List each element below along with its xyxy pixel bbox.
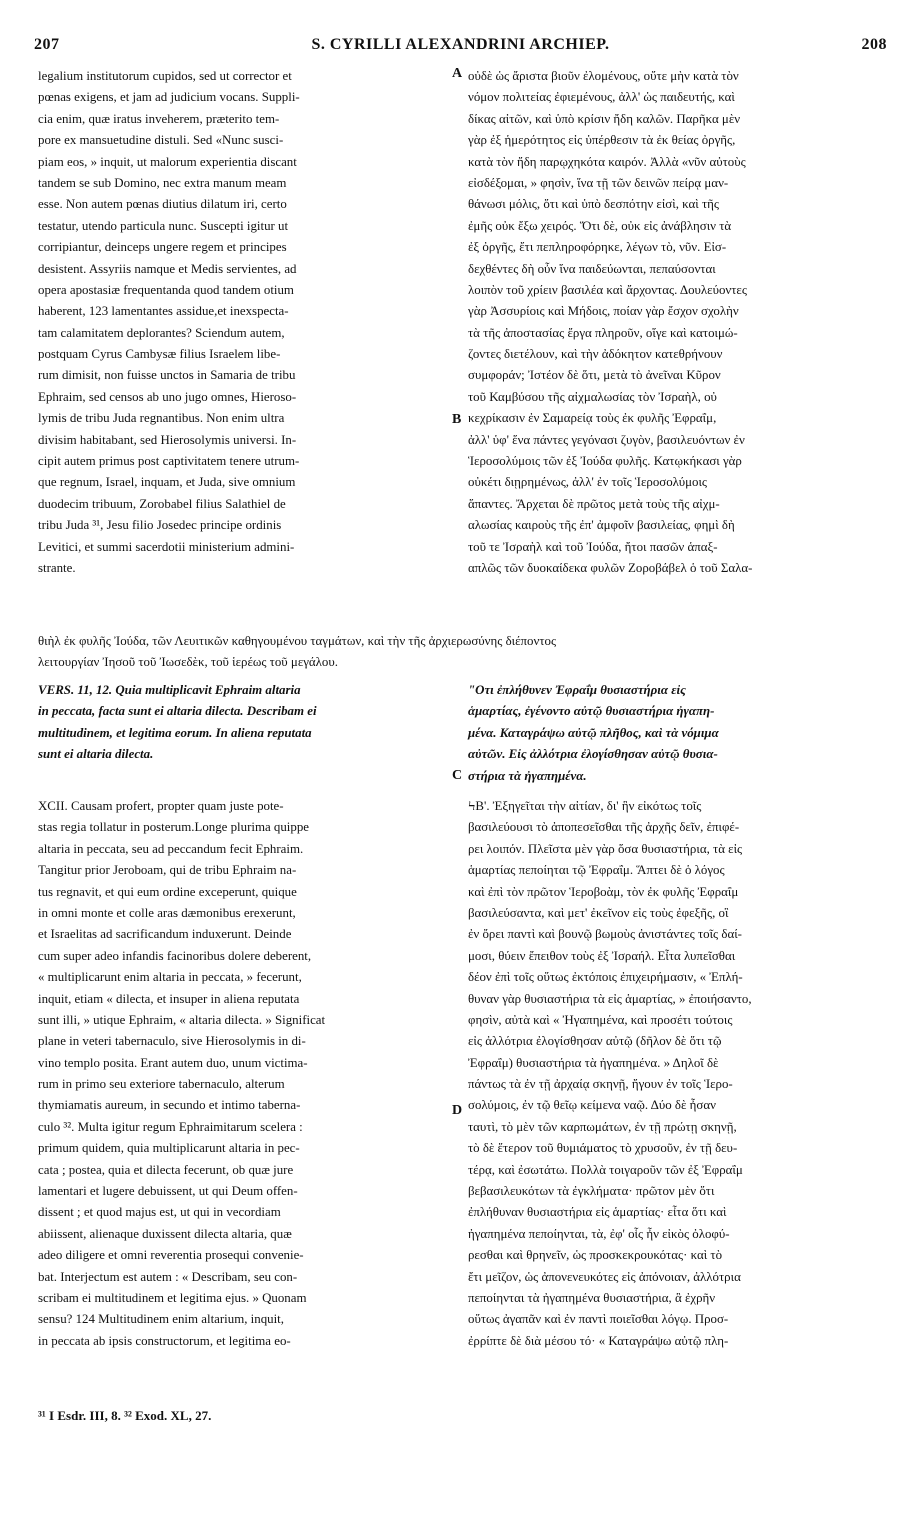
text-line: βεβασιλευκότων τὰ ἐγκλήματα· πρῶτον μὲν ὅτι <box>468 1184 715 1199</box>
verse-line: multitudinem, et legitima eorum. In aliena reputata <box>38 725 312 740</box>
page-number-left: 207 <box>34 36 60 53</box>
text-line: νόμον πολιτείας ἐφιεμένους, ἀλλ' ὡς παιδευτής, καὶ <box>468 90 735 105</box>
text-line: corripiantur, deinceps ungere regem et principes <box>38 240 287 255</box>
text-line: thymiamatis aureum, in secundo et intimo taberna- <box>38 1098 301 1113</box>
text-line: Ἱεροσολύμοις τῶν ἐξ Ἰούδα φυλῆς. Κατῳκήκασι γὰρ <box>468 454 742 469</box>
full-width-lines <box>38 631 898 674</box>
text-line: φησὶν, αὐτὰ καὶ « Ἠγαπημένα, καὶ προσέτι τούτοις <box>468 1012 733 1027</box>
running-title: S. CYRILLI ALEXANDRINI ARCHIEP. <box>311 36 610 53</box>
text-line: ἠγαπημένα πεποίηνται, τὰ, ἐφ' οἷς ἦν εἰκὸς ὀλοφύ- <box>468 1226 730 1241</box>
text-line: τοῦ τε Ἰσραὴλ καὶ τοῦ Ἰούδα, ἤτοι πασῶν ἁπαξ- <box>468 539 718 554</box>
text-line: σολύμοις, ἐν τῷ θεῖῳ κείμενα ναῷ. Δύο δὲ ἦσαν <box>468 1098 716 1113</box>
text-line: et Israelitas ad sacrificandum induxerunt. Deinde <box>38 927 292 942</box>
text-line: legalium institutorum cupidos, sed ut corrector et <box>38 69 292 83</box>
verse-line: sunt ei altaria dilecta. <box>38 747 154 762</box>
text-line: λοιπὸν τοῦ χρίειν βασιλέα καὶ ἄρχοντας. Δουλεύοντες <box>468 282 747 297</box>
text-line: pore ex mansuetudine distuli. Sed «Nunc susci- <box>38 133 284 148</box>
text-line: οὐκέτι διῃρημένως, ἀλλ' ἐν τοῖς Ἱεροσολύμοις <box>468 475 708 490</box>
text-line: strante. <box>38 560 76 575</box>
footnotes: ³¹ I Esdr. III, 8. ³² Exod. XL, 27. <box>38 1408 212 1423</box>
text-line: in omni monte et colle aras dæmonibus erexerunt, <box>38 905 296 920</box>
verse-greek <box>468 680 898 787</box>
text-line: cum super adeo infandis facinoribus dolere deberent, <box>38 948 312 963</box>
text-line: lamentari et lugere debuissent, ut qui Deum offen- <box>38 1184 298 1199</box>
text-line: Ephraim, sed censos ab uno jugo omnes, Hieroso- <box>38 389 297 404</box>
text-line: tus regnavit, et qui eum ordine exceperunt, quique <box>38 884 297 899</box>
text-line: γὰρ ἐξ ἡμερότητος εἰς ὑπέρθεσιν τὰ ἐκ θείας ὀργῆς, <box>468 133 736 148</box>
text-line: esse. Non autem pœnas diutius dilatum iri, certo <box>38 197 287 212</box>
text-line: τοῦ Καμβύσου τῆς αἰχμαλωσίας τὸν Ἰσραὴλ, οὐ <box>468 389 717 404</box>
verse-line: αὐτῶν. Εἰς ἀλλότρια ἐλογίσθησαν αὐτῷ θυσια- <box>468 747 718 762</box>
text-line: γὰρ Ἀσσυρίοις καὶ Μήδοις, ποίαν γὰρ ἔσχον σχολὴν <box>468 304 739 319</box>
text-line: απλῶς τῶν δυοκαίδεκα φυλῶν Ζοροβάβελ ὁ τοῦ Σαλα- <box>468 560 753 575</box>
verse-line: ἁμαρτίας, ἐγένοντο αὐτῷ θυσιαστήρια ἠγαπη- <box>468 704 715 719</box>
text-line: θυναν γὰρ θυσιαστήρια τὰ εἰς ἁμαρτίας, » ἐποιήσαντο, <box>468 991 752 1006</box>
margin-letter-d: D <box>452 1103 463 1118</box>
text-line: Ἐφραΐμ) θυσιαστήρια τὰ ἠγαπημένα. » Δηλοῖ δὲ <box>468 1055 719 1070</box>
text-line: μοσι, θύειν ἔπειθον τοὺς ἐξ Ἰσραήλ. Εἶτα λυπεῖσθαι <box>468 948 736 963</box>
text-line: ρεσθαι καὶ θρηνεῖν, ὡς προσκεκρουκότας· καὶ τὸ <box>468 1248 723 1263</box>
text-line: οὐδὲ ὡς ἄριστα βιοῦν ἐλομένους, οὔτε μὴν κατὰ τὸν <box>468 69 739 83</box>
text-line: divisim habitabant, sed Hierosolymis universi. In- <box>38 432 297 447</box>
text-line: rum dimisit, non fuisse unctos in Samaria de tribu <box>38 368 296 383</box>
text-line: in peccata ab ipsis constructorum, et legitima eo- <box>38 1333 291 1348</box>
text-line: ϞΒ'. Ἐξηγεῖται τὴν αἰτίαν, δι' ἣν εἰκότως τοῖς <box>468 799 702 813</box>
margin-letter-b: B <box>452 412 462 427</box>
text-line: Levitici, et summi sacerdotii ministerium admini- <box>38 539 295 554</box>
latin-column-1 <box>38 66 450 579</box>
text-line: dissent ; et quod majus est, ut qui in vecordiam <box>38 1205 281 1220</box>
text-line: ζοντες διετέλουν, καὶ τὴν ἀδόκητον κατεθρήνουν <box>468 347 723 362</box>
greek-column-1 <box>468 66 898 579</box>
text-line: plane in veteri tabernaculo, sive Hierosolymis in di- <box>38 1034 306 1049</box>
text-line: vino templo posita. Erant autem duo, unum victima- <box>38 1055 308 1070</box>
margin-letter-a: A <box>452 66 463 81</box>
text-line: desistent. Assyriis namque et Medis servientes, ad <box>38 261 297 276</box>
text-line: πάντως τὰ ἐν τῇ ἀρχαίᾳ σκηνῇ, ἤγουν ἐν τοῖς Ἱερο- <box>468 1077 733 1092</box>
text-line: ἐν ὄρει παντὶ καὶ βουνῷ βωμοὺς ἀνιστάντες τοῖς δαί- <box>468 927 742 942</box>
text-line: tribu Juda ³¹, Jesu filio Josedec principe ordinis <box>38 518 282 533</box>
text-line: XCII. Causam profert, propter quam juste pote- <box>38 799 284 813</box>
text-line: ρει λοιπόν. Πλεῖστα μὲν γὰρ ὅσα θυσιαστήρια, τὰ εἰς <box>468 841 743 856</box>
text-line: duodecim tribuum, Zorobabel filius Salathiel de <box>38 496 286 511</box>
text-line: λειτουργίαν Ἰησοῦ τοῦ Ἰωσεδὲκ, τοῦ ἱερέως τοῦ μεγάλου. <box>38 655 338 670</box>
verse-line: VERS. 11, 12. Quia multiplicavit Ephraim altaria <box>38 683 301 697</box>
text-line: abiissent, alienaque duxissent dilecta altaria, quæ <box>38 1226 292 1241</box>
text-line: βασιλεύσαντα, καὶ μετ' ἐκεῖνον εἰς τοὺς ἐφεξῆς, οἳ <box>468 905 729 920</box>
text-line: κατὰ τὸν ἤδη παρῳχηκότα καιρόν. Ἀλλὰ «νῦν αὐτοὺς <box>468 154 746 169</box>
text-line: Tangitur prior Jeroboam, qui de tribu Ephraim na- <box>38 863 297 878</box>
text-line: δέον ἐπὶ τοῖς οὕτως ἐκτόποις ἐπιχειρήμασιν, « Ἐπλή- <box>468 970 743 985</box>
text-line: testatur, utendo particula nunc. Suscepti igitur ut <box>38 218 289 233</box>
text-line: κεχρίκασιν ἐν Σαμαρείᾳ τοὺς ἐκ φυλῆς Ἐφραΐμ, <box>468 411 717 426</box>
page-header <box>34 36 887 62</box>
text-line: cia enim, quæ iratus inveherem, præterito tem- <box>38 111 280 126</box>
text-line: ἐμῆς οὐκ ἔξω χειρός. Ὅτι δὲ, οὐκ εἰς ἀνάβλησιν τὰ <box>468 218 732 233</box>
text-line: pœnas exigens, et jam ad judicium vocans. Suppli- <box>38 90 300 105</box>
text-line: πεποίηνται τὰ ἠγαπημένα θυσιαστήρια, ἃ ἐχρῆν <box>468 1290 716 1305</box>
text-line: ἅπαντες. Ἄρχεται δὲ πρῶτος μετὰ τοὺς τῆς αἰχμ- <box>468 496 720 511</box>
text-line: altaria in peccata, seu ad peccandum fecit Ephraim. <box>38 841 304 856</box>
text-line: ἁμαρτίας πεποίηται τῷ Ἐφραΐμ. Ἅπτει δὲ ὁ λόγος <box>468 863 725 878</box>
latin-column-2 <box>38 796 450 1352</box>
text-line: postquam Cyrus Cambysæ filius Israelem libe- <box>38 347 281 362</box>
verse-line: στήρια τὰ ἠγαπημένα. <box>468 768 587 783</box>
margin-letter-c: C <box>452 768 463 783</box>
text-line: stas regia tollatur in posterum.Longe plurima quippe <box>38 820 309 835</box>
text-line: τέρᾳ, καὶ ἐσωτάτω. Πολλὰ τοιγαροῦν τῶν ἐξ Ἐφραΐμ <box>468 1162 743 1177</box>
page-number-right: 208 <box>861 36 887 53</box>
text-line: culo ³². Multa igitur regum Ephraimitarum scelera : <box>38 1119 303 1134</box>
text-line: εἰς ἀλλότρια ἐλογίσθησαν αὐτῷ (δῆλον δὲ ὅτι τῷ <box>468 1034 722 1049</box>
text-line: cata ; postea, quia et dilecta fecerunt, ob quæ jure <box>38 1162 294 1177</box>
text-line: que regnum, Israel, inquam, et Juda, sive omnium <box>38 475 296 490</box>
text-line: οὕτως ἀγαπᾶν καὶ ἐν παντὶ ποιεῖσθαι λόγῳ. Προσ- <box>468 1312 729 1327</box>
text-line: αλωσίας καιροὺς τῆς ἐπ' ἀμφοῖν βασιλείας, φημὶ δὴ <box>468 518 735 533</box>
text-line: τὰ τῆς ἀποστασίας ἔργα πληροῦν, οἵγε καὶ κατοιμώ- <box>468 325 738 340</box>
text-line: καὶ ἐπὶ τὸν πρῶτον Ἱεροβοὰμ, τὸν ἐκ φυλῆς Ἐφραΐμ <box>468 884 739 899</box>
text-line: τὸ δὲ ἕτερον τοῦ θυμιάματος τὸ χρυσοῦν, ἐν τῇ δευ- <box>468 1141 738 1156</box>
verse-line: in peccata, facta sunt ei altaria dilecta. Describam ei <box>38 704 317 719</box>
text-line: ἐπλήθυναν θυσιαστήρια εἰς ἁμαρτίας· εἶτα ὅτι καὶ <box>468 1205 727 1220</box>
text-line: συμφοράν; Ἰστέον δὲ ὅτι, μετὰ τὸ ἀνεῖναι Κῦρον <box>468 368 721 383</box>
text-line: primum quidem, quia multiplicarunt altaria in pec- <box>38 1141 300 1156</box>
text-line: θάνωσι μόλις, ὅτι καὶ ὑπὸ δεσπότην εἰσὶ, καὶ τῆς <box>468 197 720 212</box>
text-line: θιὴλ ἐκ φυλῆς Ἰούδα, τῶν Λευιτικῶν καθηγουμένου ταγμάτων, καὶ τὴν τῆς ἀρχιερωσύνης διέποντος <box>38 634 557 648</box>
text-line: opera apostasiæ frequentanda quod tandem otium <box>38 282 294 297</box>
text-line: « multiplicarunt enim altaria in peccata, » fecerunt, <box>38 970 302 985</box>
text-line: βασιλεύουσι τὸ ἀποπεσεῖσθαι τῆς ἀρχῆς δεῖν, ἐπιφέ- <box>468 820 740 835</box>
text-line: εἰσδέξομαι, » φησὶν, ἵνα τῇ τῶν δεινῶν πείρᾳ μαν- <box>468 175 729 190</box>
text-line: cipit autem primus post captivitatem tenere utrum- <box>38 454 300 469</box>
text-line: bat. Interjectum est autem : « Describam, seu con- <box>38 1269 298 1284</box>
verse-line: μένα. Καταγράψω αὐτῷ πλῆθος, καὶ τὰ νόμιμα <box>468 725 719 740</box>
text-line: ἀλλ' ὑφ' ἕνα πάντες γεγόνασι ζυγὸν, βασιλευόντων ἐν <box>468 432 745 447</box>
text-line: δίκας αἰτῶν, καὶ ὑπὸ κρίσιν ἤδη καλῶν. Παρῆκα μὲν <box>468 111 741 126</box>
text-line: scribam ei multitudinem et legitima ejus. » Quonam <box>38 1290 307 1305</box>
text-line: ἐρρίπτε δὲ διὰ μέσου τό· « Καταγράψω αὐτῷ πλη- <box>468 1333 729 1348</box>
text-line: ἔτι μεῖζον, ὡς ἀπονενευκότες εἰς ἀπόνοιαν, ἀλλότρια <box>468 1269 741 1284</box>
text-line: tandem se sub Domino, nec extra manum meam <box>38 175 287 190</box>
text-line: δεχθέντες δὴ οὖν ἵνα παιδεύωνται, πεπαύσονται <box>468 261 716 276</box>
text-line: lymis de tribu Juda regnantibus. Non enim ultra <box>38 411 285 426</box>
text-line: sensu? 124 Multitudinem enim altarium, inquit, <box>38 1312 284 1327</box>
text-line: piam eos, » inquit, ut malorum experientia discant <box>38 154 297 169</box>
text-line: haberent, 123 lamentantes assidue,et inexspecta- <box>38 304 289 319</box>
text-line: inquit, etiam « dilecta, et insuper in aliena reputata <box>38 991 300 1006</box>
verse-line: "Οτι ἐπλήθυνεν Ἐφραΐμ θυσιαστήρια εἰς <box>468 683 686 697</box>
verse-latin <box>38 680 450 766</box>
text-line: adeo diligere et omni reverentia prosequi convenie- <box>38 1248 304 1263</box>
text-line: ἐξ ὀργῆς, ἔτι πεπληροφόρηκε, λέγων τὸ, νῦν. Εἰσ- <box>468 240 727 255</box>
text-line: ταυτὶ, τὸ μὲν τῶν καρπωμάτων, ἐν τῇ πρώτῃ σκηνῇ, <box>468 1119 737 1134</box>
text-line: rum in primo seu exteriore tabernaculo, alterum <box>38 1077 285 1092</box>
greek-column-2 <box>468 796 898 1352</box>
text-line: tam calamitatem deplorantes? Sciendum autem, <box>38 325 285 340</box>
text-line: sunt illi, » utique Ephraim, « altaria dilecta. » Significat <box>38 1012 326 1027</box>
